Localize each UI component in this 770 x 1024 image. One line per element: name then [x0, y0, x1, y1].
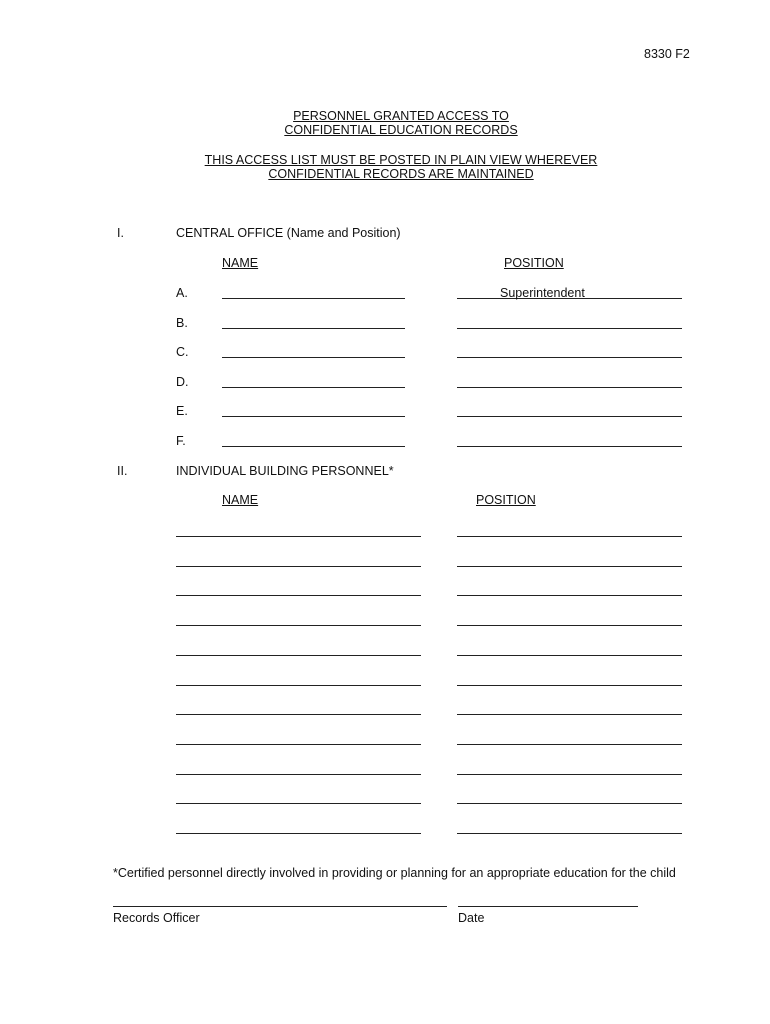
section2-name-header: NAME [222, 493, 259, 507]
section1-row-letter: A. [176, 286, 188, 300]
section2-name-field[interactable] [176, 774, 421, 775]
section1-name-field[interactable] [222, 446, 405, 447]
section2-position-field[interactable] [457, 774, 682, 775]
section1-row-letter: F. [176, 434, 186, 448]
section1-row-letter: B. [176, 315, 188, 330]
section1-position-field[interactable] [457, 446, 682, 447]
form-id: 8330 F2 [644, 47, 690, 61]
section2-position-field[interactable] [457, 685, 682, 686]
section1-position-header: POSITION [504, 256, 564, 270]
section1-name-field[interactable] [222, 357, 405, 358]
section2-name-field[interactable] [176, 744, 421, 745]
records-officer-signature-line[interactable] [113, 906, 447, 907]
section2-position-field[interactable] [457, 714, 682, 715]
notice-line-1: THIS ACCESS LIST MUST BE POSTED IN PLAIN VIEW WHEREVER [204, 153, 598, 167]
section1-position-value: Superintendent [500, 286, 585, 300]
section2-position-field[interactable] [457, 536, 682, 537]
section2-position-field[interactable] [457, 595, 682, 596]
footnote: *Certified personnel directly involved in providing or planning for an appropriate education for the child [113, 866, 676, 880]
section1-position-field[interactable] [457, 387, 682, 388]
section2-position-field[interactable] [457, 566, 682, 567]
section1-row-letter: D. [176, 374, 189, 389]
section1-heading: CENTRAL OFFICE (Name and Position) [176, 226, 401, 240]
section2-position-field[interactable] [457, 655, 682, 656]
section2-position-header: POSITION [476, 493, 536, 507]
section1-name-header: NAME [222, 256, 259, 270]
section2-name-field[interactable] [176, 566, 421, 567]
section2-position-field[interactable] [457, 833, 682, 834]
section2-name-field[interactable] [176, 714, 421, 715]
section2-position-field[interactable] [457, 803, 682, 804]
date-signature-line[interactable] [458, 906, 638, 907]
section1-name-field[interactable] [222, 328, 405, 329]
title-line-1: PERSONNEL GRANTED ACCESS TO [293, 109, 509, 123]
section2-numeral: II. [117, 464, 128, 478]
section1-numeral: I. [117, 226, 124, 240]
section2-position-field[interactable] [457, 744, 682, 745]
section1-position-field[interactable] [457, 416, 682, 417]
section1-name-field[interactable] [222, 416, 405, 417]
section1-position-field[interactable] [457, 328, 682, 329]
date-label: Date [458, 911, 485, 925]
section2-position-field[interactable] [457, 625, 682, 626]
section2-name-field[interactable] [176, 536, 421, 537]
section1-name-field[interactable] [222, 298, 405, 299]
section2-name-field[interactable] [176, 655, 421, 656]
section2-name-field[interactable] [176, 685, 421, 686]
section2-name-field[interactable] [176, 803, 421, 804]
section1-row-letter: C. [176, 345, 189, 360]
title-line-2: CONFIDENTIAL EDUCATION RECORDS [284, 123, 518, 137]
section2-name-field[interactable] [176, 625, 421, 626]
section1-name-field[interactable] [222, 387, 405, 388]
section1-position-field[interactable] [457, 357, 682, 358]
section2-name-field[interactable] [176, 833, 421, 834]
records-officer-label: Records Officer [113, 911, 200, 925]
notice-line-2: CONFIDENTIAL RECORDS ARE MAINTAINED [268, 167, 534, 181]
section2-heading: INDIVIDUAL BUILDING PERSONNEL* [176, 464, 394, 478]
section2-name-field[interactable] [176, 595, 421, 596]
section1-row-letter: E. [176, 404, 188, 419]
